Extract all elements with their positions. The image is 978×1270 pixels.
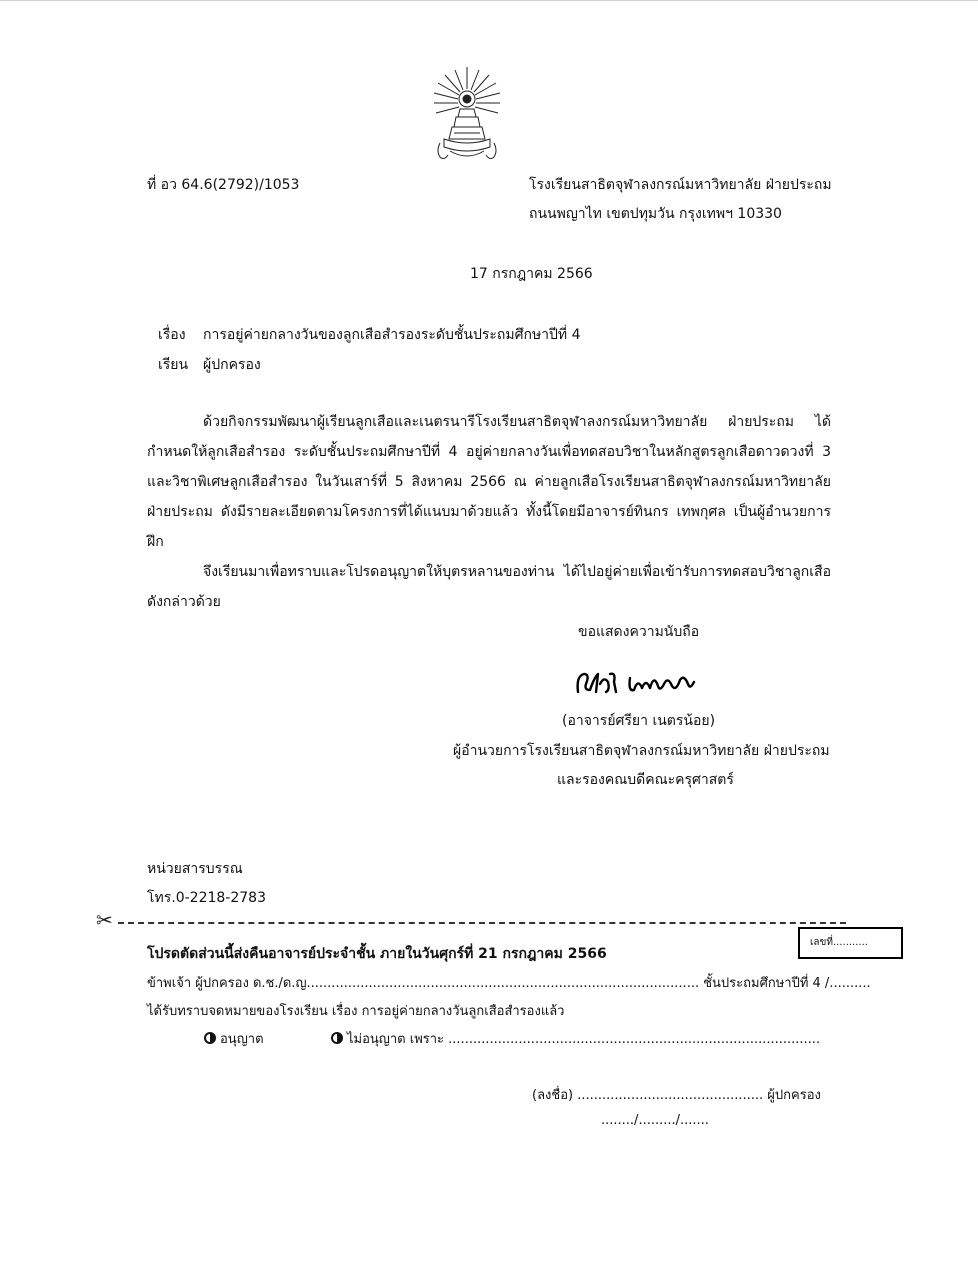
signatory-name: (อาจารย์ศรียา เนตรน้อย): [562, 713, 716, 729]
radio-half-circle-icon[interactable]: [331, 1032, 343, 1044]
body-paragraph-1: ด้วยกิจกรรมพัฒนาผู้เรียนลูกเสือและเนตรนารีโรงเรียนสาธิตจุฬาลงกรณ์มหาวิทยาลัย ฝ่ายประถม ได้กำหนดให้ลูกเสือสำรอง ระดับชั้นประถมศึกษาปีที่ 4 อยู่ค่ายกลางวันเพื่อทดสอบวิชาในหลักสูตรลูกเสือดาวดวงที่ 3 และวิชาพิเศษลูกเสือสำรอง ในวันเสาร์ที่ 5 สิงหาคม 2566 ณ ค่ายลูกเสือโรงเรียนสาธิตจุฬาลงกรณ์มหาวิทยาลัย ฝ่ายประถม ดังมีรายละเอียดตามโครงการที่ได้แนบมาด้วยแล้ว ทั้งนี้โดยมีอาจารย์ทินกร เทพกุศล เป็นผู้อำนวยการฝึก: [147, 414, 831, 550]
recipient-text: ผู้ปกครอง: [203, 357, 261, 373]
contact-phone: โทร.0-2218-2783: [147, 890, 266, 906]
option-allow-label: อนุญาต: [220, 1032, 264, 1047]
guardian-date-line: ......../........./.......: [601, 1113, 709, 1128]
option-deny-label: ไม่อนุญาต เพราะ ..........................................................................................: [347, 1032, 821, 1047]
subject-label: เรื่อง: [158, 327, 186, 343]
reference-number: ที่ อว 64.6(2792)/1053: [147, 177, 300, 193]
option-allow[interactable]: [204, 1028, 264, 1049]
option-deny[interactable]: [331, 1028, 820, 1049]
slip-acknowledge-line: ได้รับทราบจดหมายของโรงเรียน เรื่อง การอยู่ค่ายกลางวันลูกเสือสำรองแล้ว: [147, 1004, 565, 1019]
page-top-border: [0, 0, 978, 1]
cut-line-divider: [118, 922, 846, 924]
letter-date: 17 กรกฎาคม 2566: [470, 266, 593, 282]
radio-half-circle-icon[interactable]: [204, 1032, 216, 1044]
slip-guardian-line: ข้าพเจ้า ผู้ปกครอง ด.ช./ด.ญ............................................................................................... ชั้นประถมศึกษาปีที่ 4 /..........: [147, 976, 871, 991]
scissors-icon: ✂: [96, 908, 113, 932]
signatory-position-2: และรองคณบดีคณะครุศาสตร์: [557, 772, 734, 788]
university-seal-logo: [430, 65, 504, 167]
contact-unit: หน่วยสารบรรณ: [147, 861, 243, 877]
slip-number-box: เลขที่...........: [798, 927, 903, 959]
handwritten-signature: [572, 664, 702, 698]
guardian-signature-line: (ลงชื่อ) ............................................. ผู้ปกครอง: [532, 1088, 821, 1103]
signatory-position-1: ผู้อำนวยการโรงเรียนสาธิตจุฬาลงกรณ์มหาวิทยาลัย ฝ่ายประถม: [453, 743, 830, 759]
subject-text: การอยู่ค่ายกลางวันของลูกเสือสำรองระดับชั้นประถมศึกษาปีที่ 4: [203, 327, 581, 343]
body-paragraph-2: จึงเรียนมาเพื่อทราบและโปรดอนุญาตให้บุตรหลานของท่าน ได้ไปอยู่ค่ายเพื่อเข้ารับการทดสอบวิชาลูกเสือดังกล่าวด้วย: [147, 564, 831, 610]
letter-body: [147, 407, 831, 617]
recipient-label: เรียน: [158, 357, 189, 373]
closing-salutation: ขอแสดงความนับถือ: [578, 624, 700, 640]
slip-instruction: โปรดตัดส่วนนี้ส่งคืนอาจารย์ประจำชั้น ภายในวันศุกร์ที่ 21 กรกฎาคม 2566: [147, 946, 607, 962]
school-name: โรงเรียนสาธิตจุฬาลงกรณ์มหาวิทยาลัย ฝ่ายประถม: [529, 177, 832, 193]
school-address: ถนนพญาไท เขตปทุมวัน กรุงเทพฯ 10330: [529, 206, 782, 222]
